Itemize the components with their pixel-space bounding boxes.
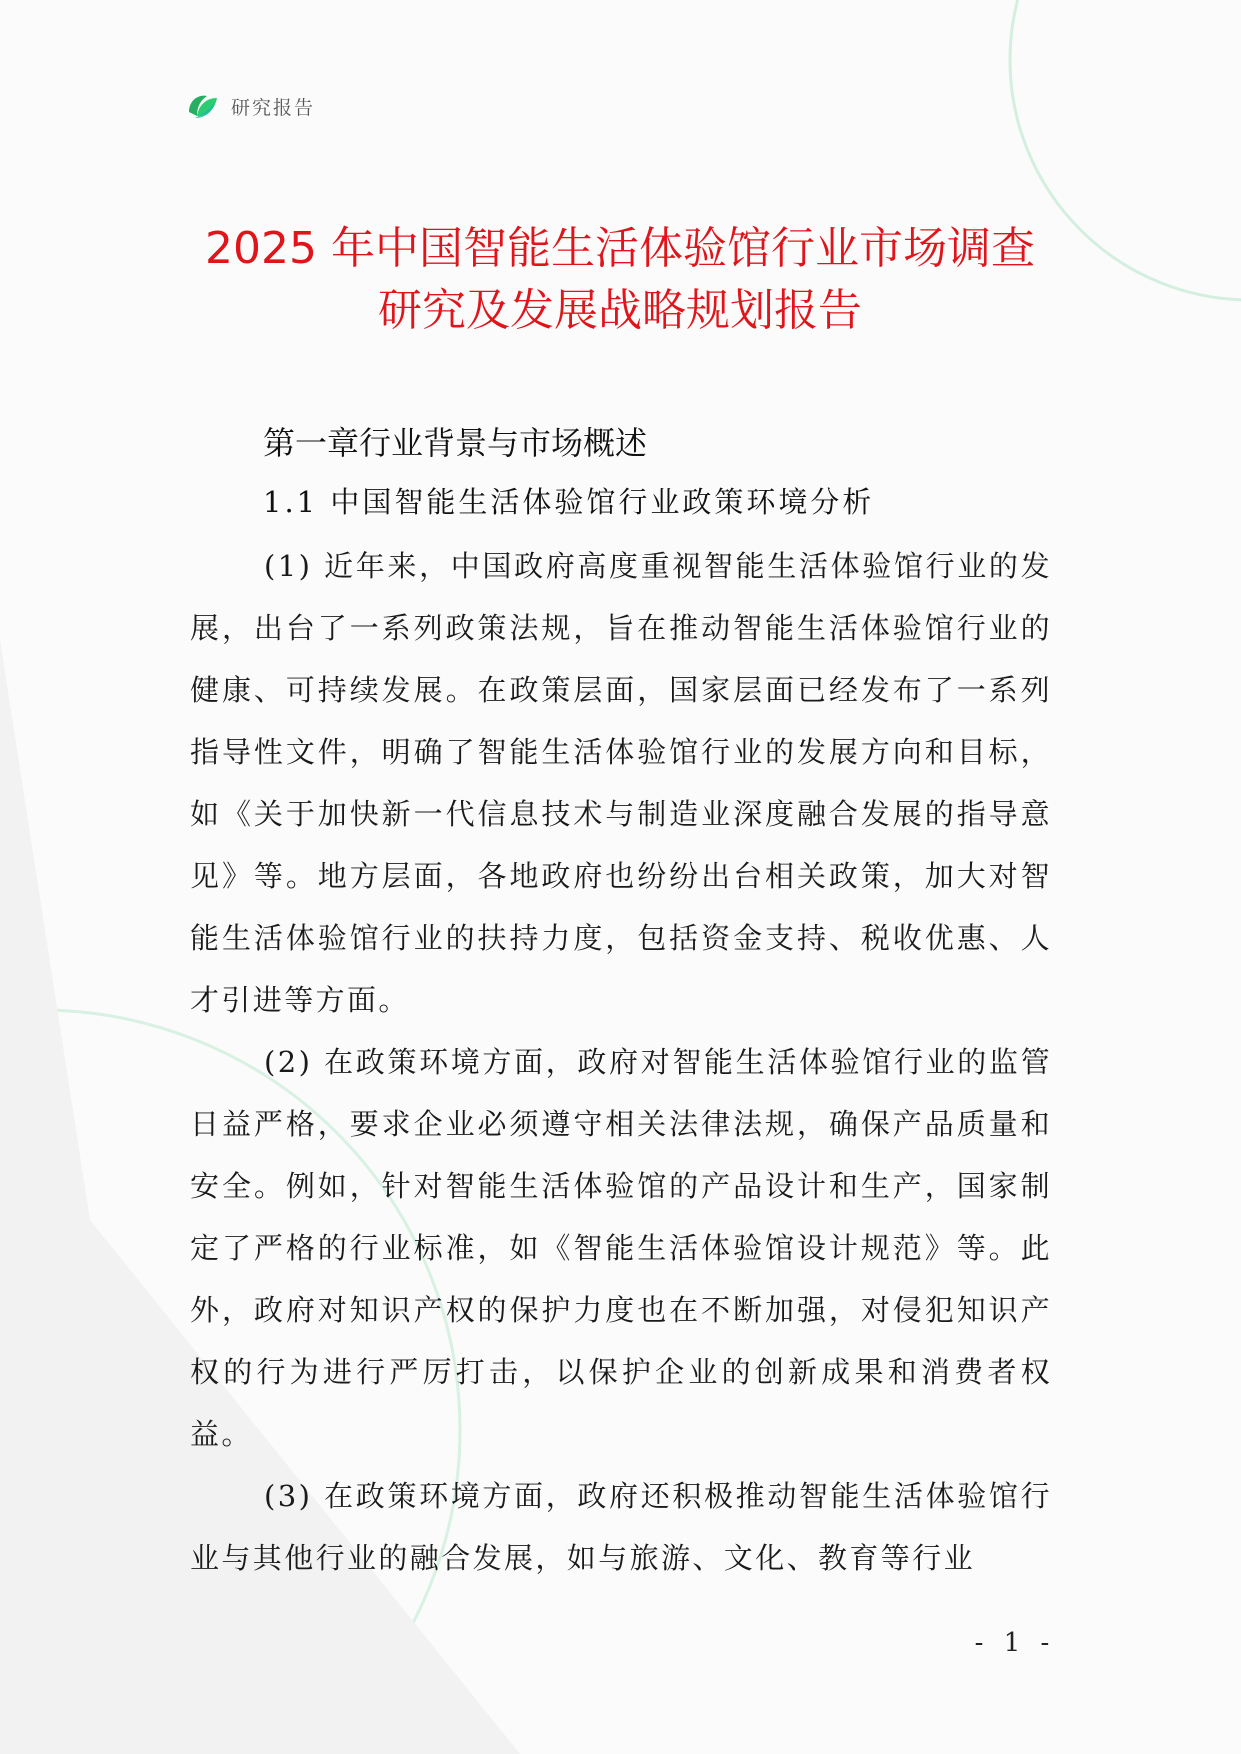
paragraph-2: (2) 在政策环境方面，政府对智能生活体验馆行业的监管日益严格，要求企业必须遵守相关法律法规，确保产品质量和安全。例如，针对智能生活体验馆的产品设计和生产，国家制定了严格的行业标准，如《智能生活体验馆设计规范》等。此外，政府对知识产权的保护力度也在不断加强，对侵犯知识产权的行为进行严厉打击，以保护企业的创新成果和消费者权益。 [190,1045,1052,1451]
header-label: 研究报告 [231,96,316,119]
body-text [190,535,1052,1589]
chapter-heading: 第一章行业背景与市场概述 [263,424,648,462]
paragraph-3: (3) 在政策环境方面，政府还积极推动智能生活体验馆行业与其他行业的融合发展，如与旅游、文化、教育等行业 [190,1479,1052,1575]
page-number: - 1 - [974,1628,1056,1658]
section-heading: 1.1 中国智能生活体验馆行业政策环境分析 [263,485,875,519]
report-title [150,218,1090,342]
paragraph-1: (1) 近年来，中国政府高度重视智能生活体验馆行业的发展，出台了一系列政策法规，旨在推动智能生活体验馆行业的健康、可持续发展。在政策层面，国家层面已经发布了一系列指导性文件，明确了智能生活体验馆行业的发展方向和目标，如《关于加快新一代信息技术与制造业深度融合发展的指导意见》等。地方层面，各地政府也纷纷出台相关政策，加大对智能生活体验馆行业的扶持力度，包括资金支持、税收优惠、人才引进等方面。 [190,549,1052,1017]
title-line-2: 研究及发展战略规划报告 [378,285,862,336]
report-header [185,88,315,124]
leaf-logo-icon [185,90,221,122]
title-line-1: 2025 年中国智能生活体验馆行业市场调查 [205,223,1035,274]
